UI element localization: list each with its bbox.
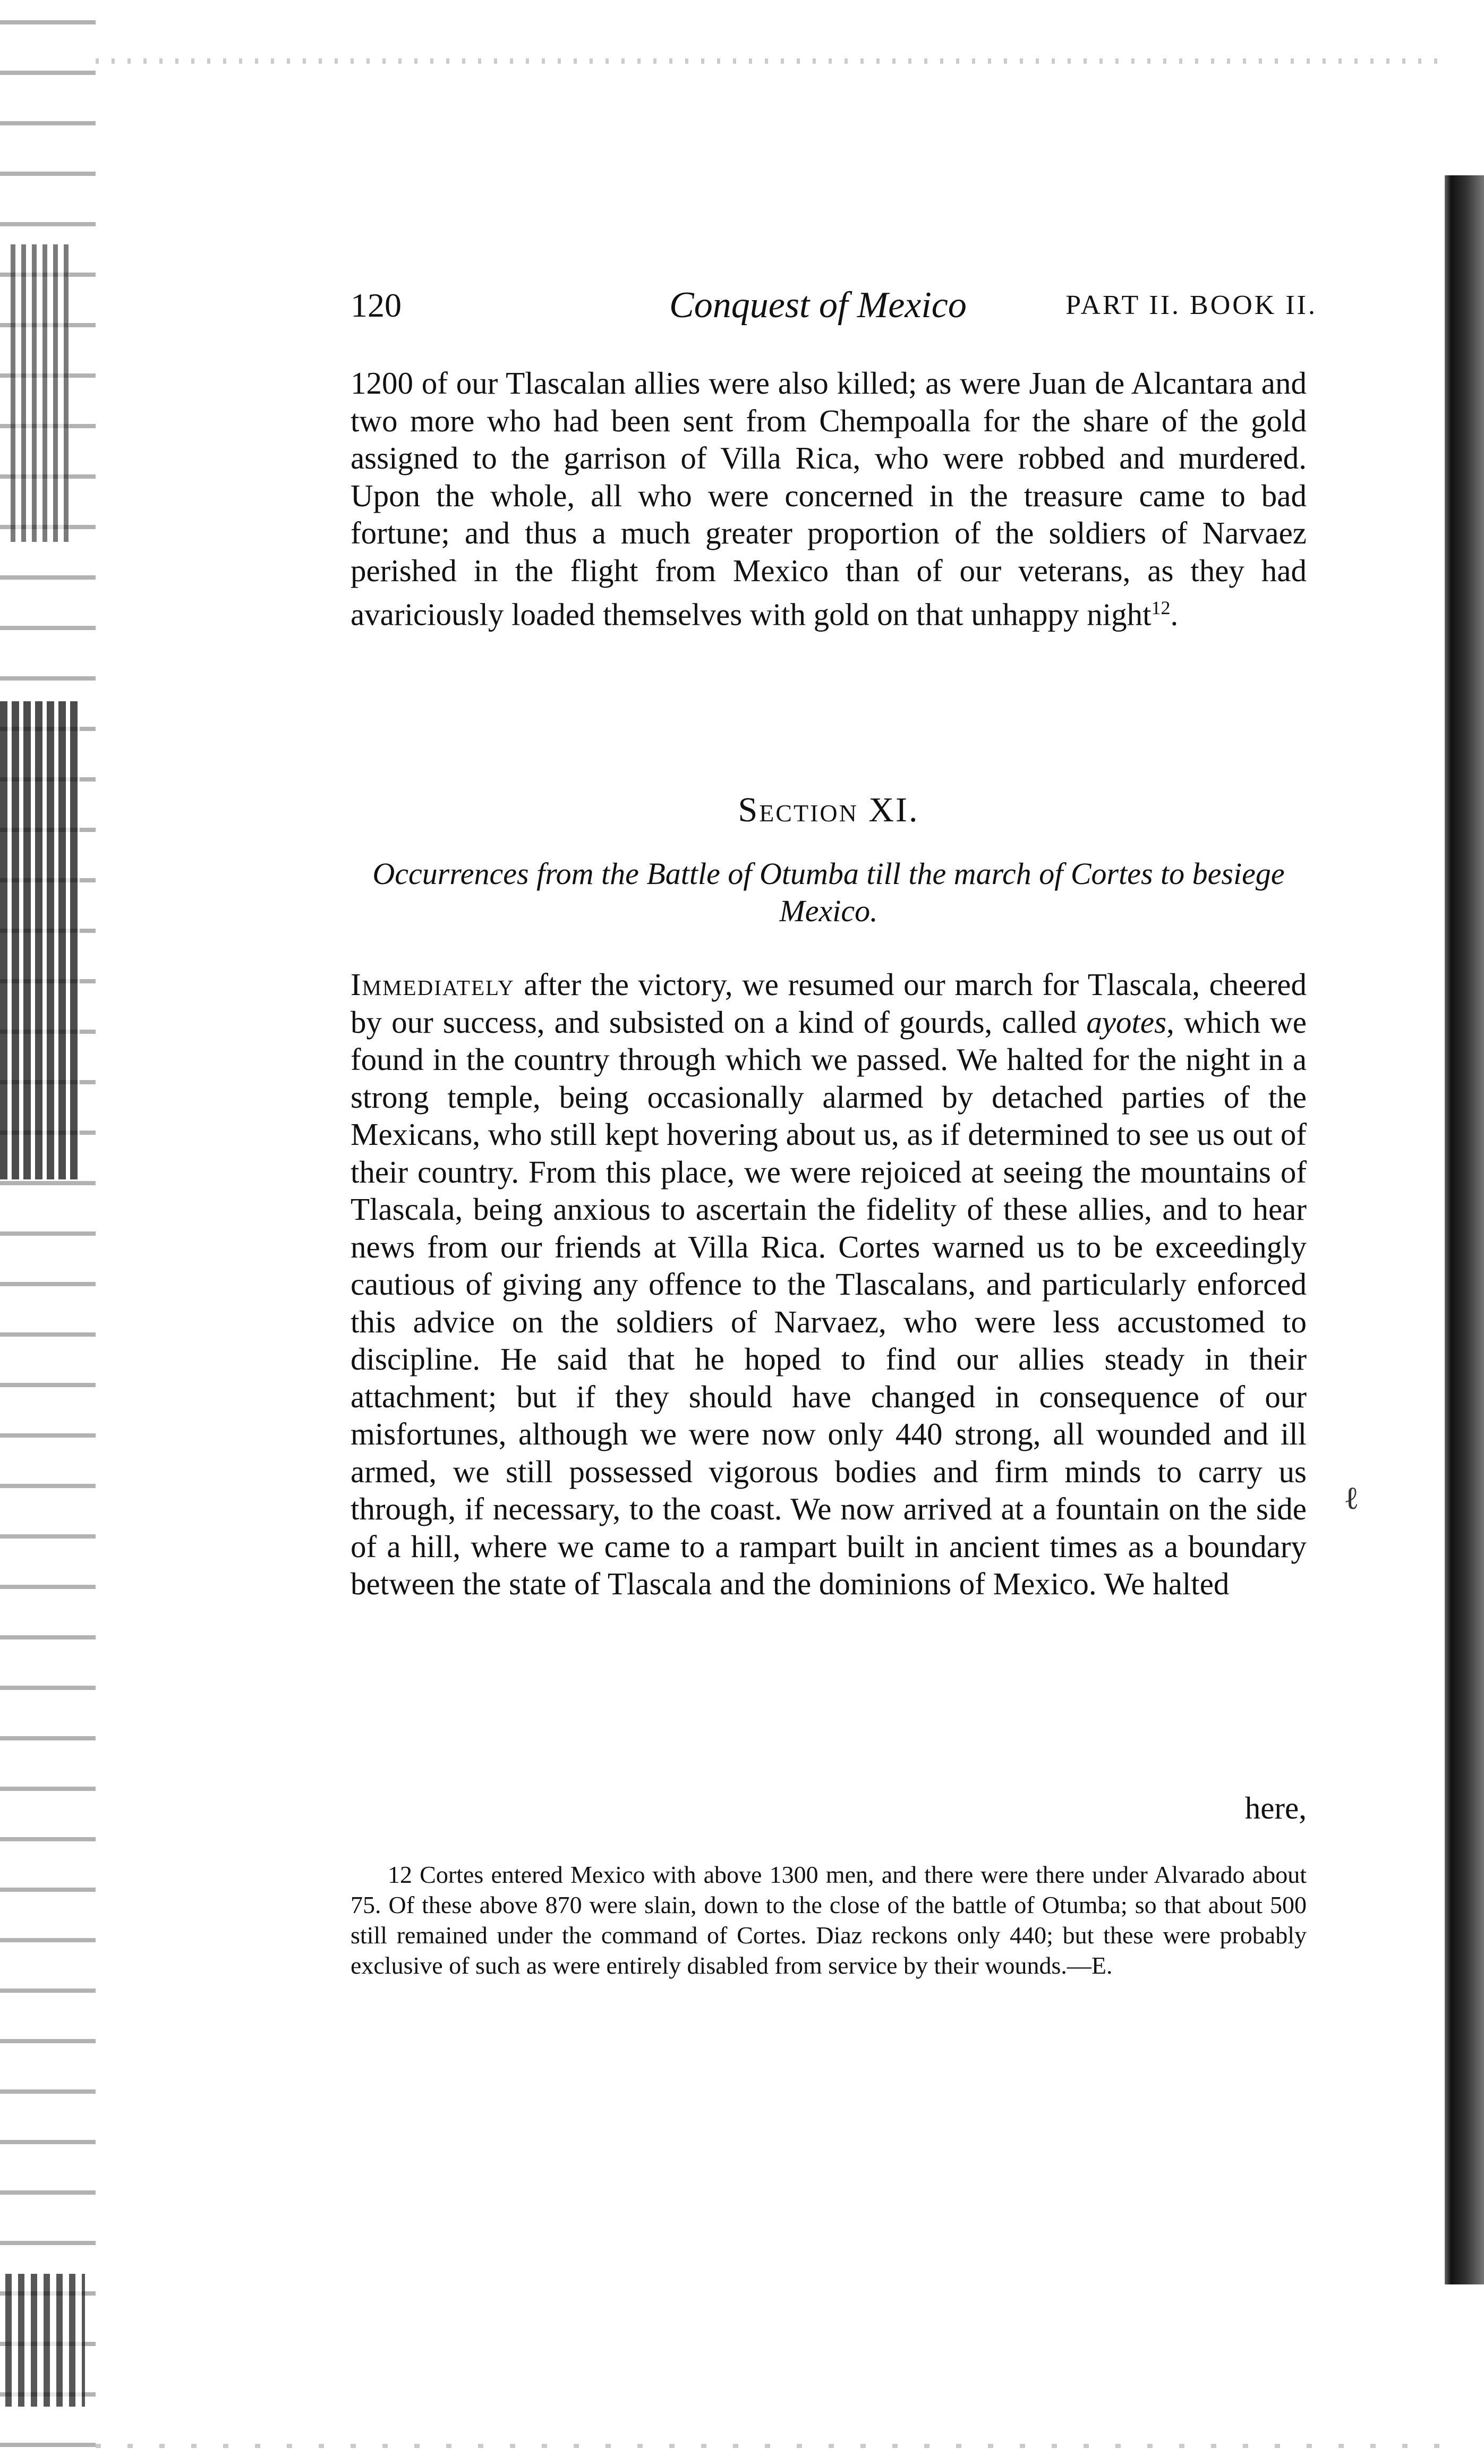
footnote-text: Cortes entered Mexico with above 1300 men, and there were there under Alvarado about 75. Of these above 870 were slain, down to the close of the battle of Otumba; so that about 500 still remained under the command of Cortes. Diaz reckons only 440; but these were probably exclusive of such as were entirely disabled from service by their wounds.—E.	[351, 1861, 1307, 1979]
scan-left-edge-mark	[0, 701, 80, 1179]
section-subtitle: Occurrences from the Battle of Otumba till the march of Cortes to besiege Mexico.	[372, 856, 1285, 928]
scan-right-edge	[1445, 175, 1484, 2284]
scan-bottom-edge	[96, 2444, 1450, 2448]
scan-left-edge-mark	[5, 2274, 85, 2407]
paragraph-text: after the victory, we resumed our march for Tlascala, cheered by our success, and subsisted on a kind of gourds, called	[351, 967, 1307, 1040]
footnote-reference: 12	[1151, 597, 1171, 618]
section-heading: Section XI.	[738, 791, 919, 829]
scan-left-edge-mark	[11, 244, 69, 542]
italic-term: ayotes	[1086, 1004, 1167, 1040]
running-title: Conquest of Mexico	[669, 285, 967, 326]
paragraph-lead-word: Immediately	[351, 967, 515, 1002]
running-head	[351, 282, 1317, 329]
paragraph-text-end: .	[1170, 597, 1179, 632]
paragraph	[351, 966, 1307, 1603]
footnote-number: 12	[388, 1861, 412, 1888]
footnote	[351, 1859, 1307, 1981]
catchword: here,	[1244, 1790, 1307, 1825]
paragraph-text: 1200 of our Tlascalan allies were also killed; as were Juan de Alcantara and two more who had been sent from Chempoalla for the share of the gold assigned to the garrison of Villa Rica, who were robbed and murdered. Upon the whole, all who were concerned in the treasure came to bad fortune; and thus a much greater proportion of the soldiers of Narvaez perished in the flight from Mexico than of our veterans, as they had avariciously loaded themselves with gold on that unhappy night	[351, 366, 1307, 632]
paragraph-text-rest: , which we found in the country through which we passed. We halted for the night in a strong temple, being occasionally alarmed by detached parties of the Mexicans, who still kept hovering about us, as if determined to see us out of their country. From this place, we were rejoiced at seeing the mountains of Tlascala, being anxious to ascertain the fidelity of these allies, and to hear news from our friends at Villa Rica. Cortes warned us to be exceedingly cautious of giving any offence to the Tlascalans, and particularly enforced this advice on the soldiers of Narvaez, who were less accustomed to discipline. He said that he hoped to find our allies steady in their attachment; but if they should have changed in consequence of our misfortunes, although we were now only 440 strong, all wounded and ill armed, we still possessed vigorous bodies and firm minds to carry us through, if necessary, to the coast. We now arrived at a fountain on the side of a hill, where we came to a rampart built in ancient times as a boundary between the state of Tlascala and the dominions of Mexico. We halted	[351, 1004, 1307, 1601]
page-number: 120	[351, 286, 402, 324]
scan-top-edge	[96, 58, 1450, 64]
paragraph	[351, 364, 1307, 633]
margin-pencil-mark: ℓ	[1344, 1481, 1359, 1516]
part-book-label: PART II. BOOK II.	[1065, 290, 1317, 320]
